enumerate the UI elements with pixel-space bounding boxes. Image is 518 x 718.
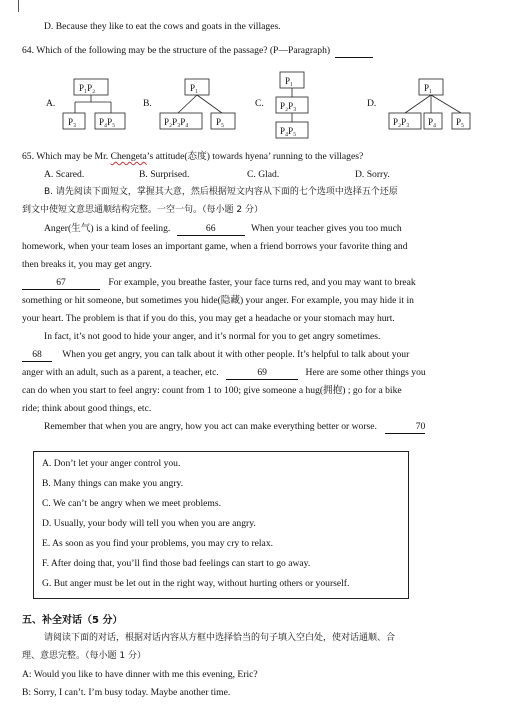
partB-instruction-1: B. 请先阅读下面短文，掌握其大意，然后根据短文内容从下面的七个选项中选择五个还原 [44,187,398,197]
section5-title: 五、补全对话（5 分） [22,615,123,626]
q65-stem-b: ’s attitude(态度) towards hyena’ running to the villages? [146,151,364,162]
para1-text-a: Anger(生气) is a kind of feeling. [44,223,171,234]
para3-line4: can do when you start to feel angry: count from 1 to 100; give someone a hug(拥抱) ; go for a bike [22,385,402,396]
para1-text-b: When your teacher gives you too much [250,223,402,234]
para4-line1 [44,420,492,434]
choice-d-label[interactable]: D. [367,98,377,109]
para2-text-a: For example, you breathe faster, your face turns red, and you may want to break [108,277,416,288]
q65-option-b[interactable]: B. Surprised. [139,169,190,180]
dialog-line-b: B: Sorry, I can’t. I’m busy today. Maybe another time. [22,687,231,698]
diagram-c-top: P₁ [285,76,294,86]
diagram-d-bottom-3: P₅ [456,117,465,127]
para3-line1: In fact, it’s not good to hide your anger, and it’s normal for you to get angry sometimes. [44,331,381,342]
dialog-line-a: A: Would you like to have dinner with me this evening, Eric? [22,669,258,680]
para1-line2: homework, when your team loses an important game, when a friend borrows your favorite thing and [22,241,408,252]
blank-69[interactable]: 69 [226,366,298,380]
para3-text-3a: anger with an adult, such as a parent, a teacher, etc. [22,367,219,378]
option-e[interactable]: E. As soon as you find your problems, you may cry to relax. [42,538,274,549]
para1-line1 [44,222,492,236]
blank-70[interactable]: 70 [385,420,425,434]
q63-option-d: D. Because they like to eat the cows and goats in the villages. [44,21,281,32]
diagram-a-top: P₁P₂ [79,83,96,93]
q65-option-c[interactable]: C. Glad. [247,169,280,180]
diagram-b-bottom-1: P₂P₃P₄ [164,117,189,127]
diagram-d-top: P₁ [424,83,433,93]
q64-stem-text: 64. Which of the following may be the structure of the passage? (P—Paragraph) [22,45,331,56]
diagram-d-bottom-1: P₂P₃ [393,117,410,127]
option-b[interactable]: B. Many things can make you angry. [42,478,184,489]
q64-diagrams [0,70,518,140]
option-f[interactable]: F. After doing that, you’ll find those bad feelings can start to go away. [42,558,311,569]
partB-instruction-2: 到文中使短文意思通顺结构完整。一空一句。（每小题 2 分） [22,205,263,215]
diagram-a [63,79,125,129]
q65-option-a[interactable]: A. Scared. [44,169,85,180]
diagram-b-bottom-2: P₅ [216,117,225,127]
q65-option-d[interactable]: D. Sorry. [355,169,390,180]
diagram-a-bottom-2: P₄P₅ [99,117,116,127]
options-box [33,451,409,599]
blank-66[interactable]: 66 [177,222,245,236]
para1-line3: then breaks it, you may get angry. [22,259,152,270]
diagram-a-bottom-1: P₃ [68,117,77,127]
option-d[interactable]: D. Usually, your body will tell you when you are angry. [42,518,256,529]
diagram-d [389,79,470,129]
q65-stem [22,150,492,163]
para2-line1 [22,276,492,290]
para3-line2 [22,348,492,362]
choice-b-label[interactable]: B. [143,98,152,109]
section5-instruction-2: 理、意思完整。（每小题 1 分） [22,651,146,661]
para3-line5: ride; think about good things, etc. [22,403,152,414]
diagram-b [160,79,235,129]
q64-stem [22,44,492,58]
diagram-c [276,72,308,138]
option-a[interactable]: A. Don’t let your anger control you. [42,458,181,469]
diagram-b-top: P₁ [190,83,199,93]
q65-name: Chengeta [110,151,147,162]
q64-answer-blank[interactable] [335,44,373,58]
structure-diagrams [0,70,518,140]
choice-c-label[interactable]: C. [255,98,264,109]
diagram-d-bottom-2: P₄ [428,117,437,127]
blank-67[interactable]: 67 [22,276,100,290]
option-g[interactable]: G. But anger must be let out in the right way, without hurting others or yourself. [42,578,350,589]
para3-text-2: When you get angry, you can talk about it with other people. It’s helpful to talk about your [62,349,410,360]
para2-line3: your heart. The problem is that if you do this, you may get a headache or your stomach may hurt. [22,313,395,324]
para4-text: Remember that when you are angry, how you act can make everything better or worse. [44,421,377,432]
option-c[interactable]: C. We can’t be angry when we meet problems. [42,498,221,509]
q65-stem-a: 65. Which may be Mr. [22,151,111,162]
blank-68[interactable]: 68 [22,348,52,362]
corner-mark [18,0,19,12]
choice-a-label[interactable]: A. [46,98,56,109]
para2-line2: something or hit someone, but sometimes you hide(隐藏) your anger. For example, you may hide it in [22,295,414,306]
diagram-c-bottom: P₄P₅ [280,126,297,136]
section5-instruction-1: 请阅读下面的对话，根据对话内容从方框中选择恰当的句子填入空白处，使对话通顺、合 [44,633,396,643]
diagram-c-middle: P₂P₃ [280,101,297,111]
para3-text-3b: Here are some other things you [305,367,426,378]
para3-line3 [22,366,492,380]
